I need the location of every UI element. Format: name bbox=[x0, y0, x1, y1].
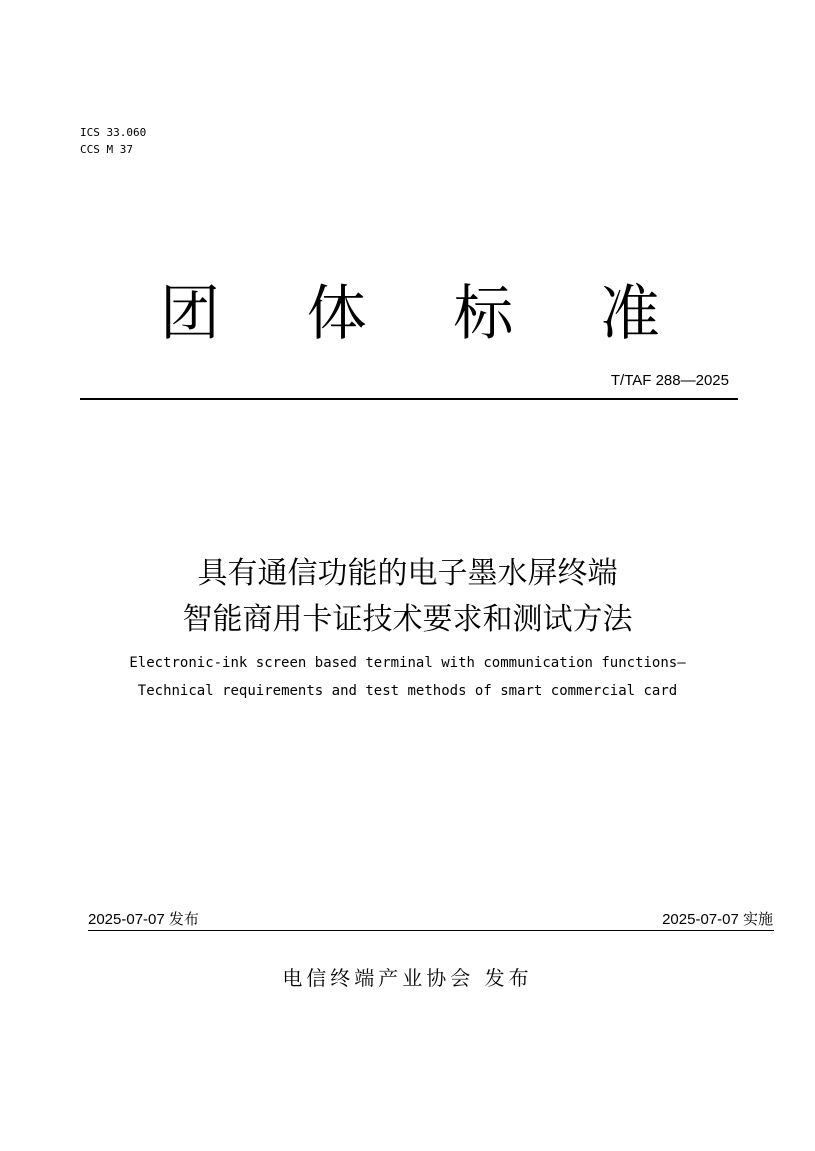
doc-type-char-3: 标 bbox=[453, 279, 514, 349]
doc-type-char-4: 准 bbox=[599, 279, 660, 349]
ccs-code: CCS M 37 bbox=[80, 143, 133, 156]
implementation-date: 2025-07-07 实施 bbox=[662, 911, 773, 928]
doc-type-char-2: 体 bbox=[306, 279, 367, 349]
standard-number: T/TAF 288—2025 bbox=[610, 372, 729, 389]
english-title-line-2: Technical requirements and test methods of smart commercial card bbox=[137, 683, 678, 699]
publisher: 电信终端产业协会 发布 bbox=[282, 966, 533, 990]
document-type-heading bbox=[160, 279, 660, 349]
english-title-line-1: Electronic-ink screen based terminal with communication functions— bbox=[129, 655, 686, 671]
bottom-divider bbox=[88, 930, 774, 931]
release-date: 2025-07-07 发布 bbox=[88, 911, 199, 928]
classification-codes bbox=[80, 124, 146, 158]
chinese-title-line-2: 智能商用卡证技术要求和测试方法 bbox=[182, 602, 633, 637]
top-divider bbox=[80, 398, 738, 400]
chinese-title-line-1: 具有通信功能的电子墨水屏终端 bbox=[197, 556, 618, 591]
ics-code: ICS 33.060 bbox=[80, 126, 147, 139]
doc-type-char-1: 团 bbox=[160, 279, 220, 349]
